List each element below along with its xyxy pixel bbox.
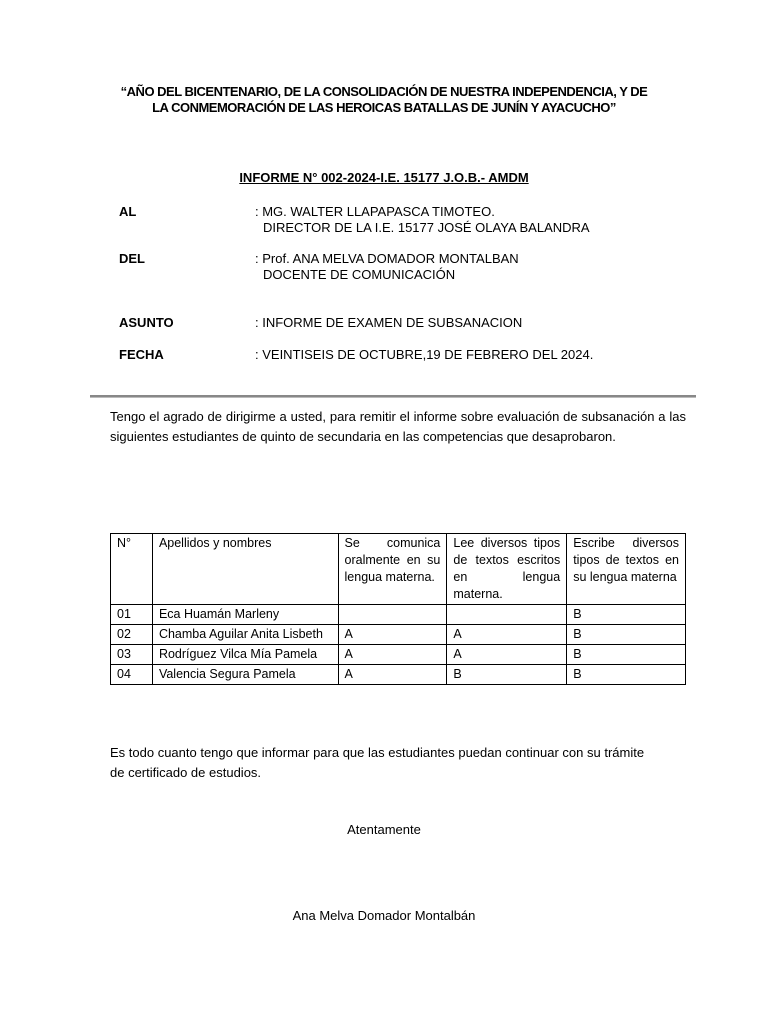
table-header-row	[111, 534, 686, 605]
del-value	[255, 251, 519, 283]
al-label: AL	[119, 204, 137, 219]
closing-paragraph: Es todo cuanto tengo que informar para que las estudiantes puedan continuar con su trámite de certificado de estudios.	[110, 745, 645, 780]
table-row	[111, 665, 686, 685]
grade-reading: A	[447, 625, 567, 645]
table-row	[111, 625, 686, 645]
year-motto-header	[60, 84, 708, 116]
grade-oral: A	[338, 625, 447, 645]
grade-oral: A	[338, 645, 447, 665]
student-name: Rodríguez Vilca Mía Pamela	[152, 645, 338, 665]
al-line-1: : MG. WALTER LLAPAPASCA TIMOTEO.	[255, 204, 495, 219]
row-number: 01	[111, 605, 153, 625]
row-number: 03	[111, 645, 153, 665]
del-label: DEL	[119, 251, 145, 266]
fecha-value: : VEINTISEIS DE OCTUBRE,19 DE FEBRERO DEL 2024.	[255, 347, 594, 362]
farewell-text: Atentamente	[347, 822, 421, 837]
fecha-label: FECHA	[119, 347, 164, 362]
student-name: Eca Huamán Marleny	[152, 605, 338, 625]
grade-reading: A	[447, 645, 567, 665]
report-title: INFORME N° 002-2024-I.E. 15177 J.O.B.- AMDM	[239, 170, 529, 185]
grades-table	[110, 533, 686, 685]
intro-paragraph: Tengo el agrado de dirigirme a usted, para remitir el informe sobre evaluación de subsanación a las siguientes estudiantes de quinto de secundaria en las competencias que desaprobaron.	[110, 409, 686, 444]
al-value	[255, 204, 590, 236]
header-number: N°	[111, 534, 153, 605]
table-row	[111, 645, 686, 665]
header-competency-oral: Se comunica oralmente en su lengua materna.	[338, 534, 447, 605]
signature-name: Ana Melva Domador Montalbán	[292, 908, 476, 923]
table-row	[111, 605, 686, 625]
grade-oral: A	[338, 665, 447, 685]
student-name: Chamba Aguilar Anita Lisbeth	[152, 625, 338, 645]
grade-oral	[338, 605, 447, 625]
header-divider	[90, 395, 696, 398]
grade-writing: B	[567, 665, 686, 685]
grade-reading: B	[447, 665, 567, 685]
asunto-value: : INFORME DE EXAMEN DE SUBSANACION	[255, 315, 523, 330]
header-name: Apellidos y nombres	[152, 534, 338, 605]
header-competency-reading: Lee diversos tipos de textos escritos en lengua materna.	[447, 534, 567, 605]
student-name: Valencia Segura Pamela	[152, 665, 338, 685]
al-line-2: DIRECTOR DE LA I.E. 15177 JOSÉ OLAYA BALANDRA	[263, 220, 590, 235]
del-line-2: DOCENTE DE COMUNICACIÓN	[263, 267, 456, 282]
asunto-label: ASUNTO	[119, 315, 174, 330]
header-line-2: LA CONMEMORACIÓN DE LAS HEROICAS BATALLAS DE JUNÍN Y AYACUCHO”	[152, 100, 616, 115]
header-line-1: “AÑO DEL BICENTENARIO, DE LA CONSOLIDACIÓN DE NUESTRA INDEPENDENCIA, Y DE	[120, 84, 648, 99]
grade-writing: B	[567, 645, 686, 665]
header-competency-writing: Escribe diversos tipos de textos en su lengua materna	[567, 534, 686, 605]
grade-writing: B	[567, 625, 686, 645]
grade-reading	[447, 605, 567, 625]
row-number: 02	[111, 625, 153, 645]
del-line-1: : Prof. ANA MELVA DOMADOR MONTALBAN	[255, 251, 519, 266]
row-number: 04	[111, 665, 153, 685]
grade-writing: B	[567, 605, 686, 625]
